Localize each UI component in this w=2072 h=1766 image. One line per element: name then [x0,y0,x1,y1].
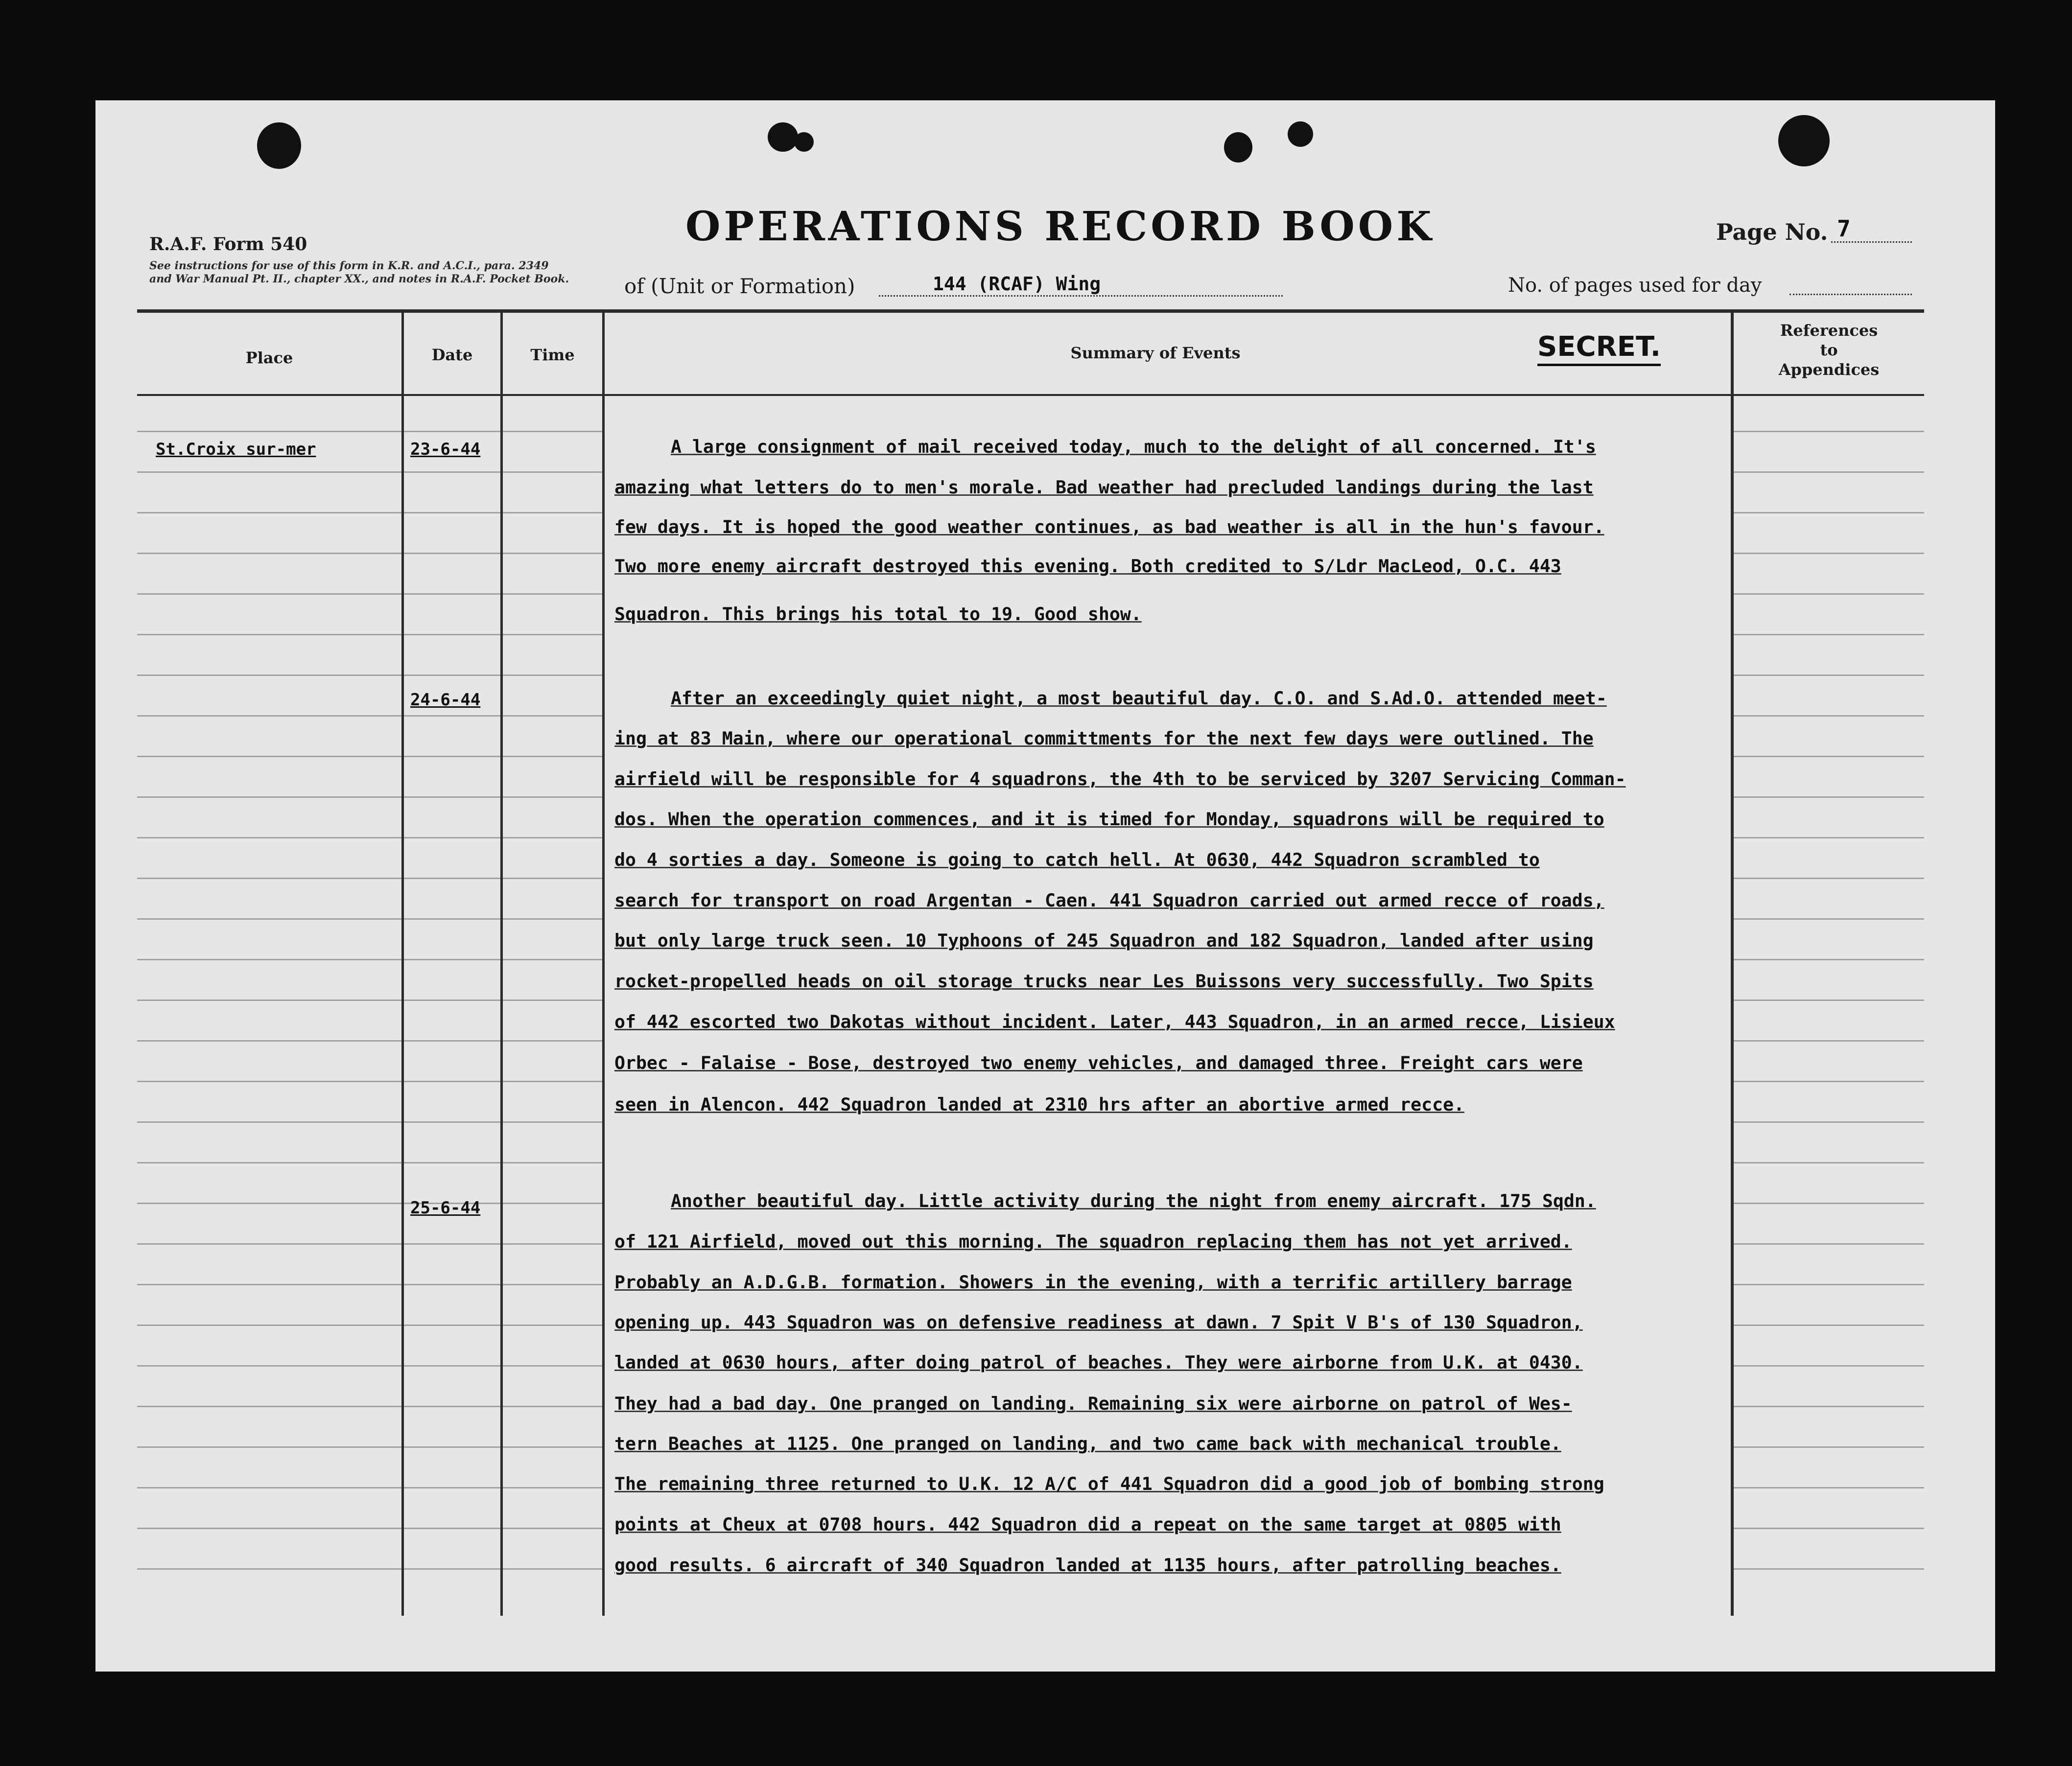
entry-line: airfield will be responsible for 4 squadrons, the 4th to be serviced by 3207 Servicing Comman- [614,768,1626,790]
ruled-line [137,553,401,554]
ruled-line [1734,674,1924,676]
entry-line: points at Cheux at 0708 hours. 442 Squadron did a repeat on the same target at 0805 with [614,1514,1561,1535]
ruled-line [137,1528,401,1529]
ruled-line [404,553,500,554]
ruled-line [404,1081,500,1082]
ruled-line [404,837,500,838]
entry-line: opening up. 443 Squadron was on defensive readiness at dawn. 7 Spit V B's of 130 Squadron, [614,1312,1583,1333]
punch-hole [1288,121,1313,147]
classification-stamp: SECRET. [1537,331,1661,366]
entry-line: dos. When the operation commences, and it is timed for Monday, squadrons will be required to [614,809,1604,830]
ruled-line [503,878,602,879]
ruled-line [137,1365,401,1367]
ruled-line [503,1203,602,1204]
entry-line: rocket-propelled heads on oil storage trucks near Les Buissons very successfully. Two Spits [614,971,1594,992]
ruled-line [404,1162,500,1163]
ruled-line [137,1040,401,1042]
ruled-line [404,1528,500,1529]
ruled-line [404,1568,500,1570]
ruled-line [137,1324,401,1326]
column-header-references [1734,321,1924,379]
ruled-line [503,1406,602,1407]
entry-line: ing at 83 Main, where our operational committments for the next few days were outlined. The [614,728,1594,749]
ruled-line [137,431,401,432]
ruled-line [137,1162,401,1163]
ruled-line [503,471,602,473]
ruled-line [137,918,401,920]
ruled-line [503,431,602,432]
ruled-line [1734,1081,1924,1082]
ruled-line [137,959,401,960]
ruled-line [404,1406,500,1407]
entry-date: 25-6-44 [410,1198,481,1218]
ruled-line [137,1243,401,1245]
punch-hole [1224,132,1252,163]
ruled-line [404,1284,500,1285]
entry-line: The remaining three returned to U.K. 12 A/C of 441 Squadron did a good job of bombing strong [614,1473,1604,1494]
ruled-line [1734,471,1924,473]
ruled-line [404,674,500,676]
ruled-line [404,1243,500,1245]
ruled-line [503,1162,602,1163]
page-title: OPERATIONS RECORD BOOK [685,203,1435,250]
ruled-line [1734,1406,1924,1407]
ruled-line [503,1040,602,1042]
ruled-line [1734,593,1924,595]
punch-hole [794,132,814,152]
binder-hole [1778,115,1830,166]
ruled-line [1734,553,1924,554]
ruled-line [503,959,602,960]
ruled-line [137,674,401,676]
entry-line: do 4 sorties a day. Someone is going to catch hell. At 0630, 442 Squadron scrambled to [614,849,1540,870]
page-number-value: 7 [1837,215,1851,242]
table-top-rule [137,309,1924,313]
ruled-line [1734,1203,1924,1204]
ruled-line [137,715,401,717]
ruled-line [503,1243,602,1245]
ruled-line [137,1487,401,1488]
ruled-line [137,1284,401,1285]
ruled-line [1734,1324,1924,1326]
ruled-line [1734,1243,1924,1245]
entry-line: search for transport on road Argentan - Caen. 441 Squadron carried out armed recce of roads, [614,890,1604,911]
place-entry: St.Croix sur-mer [156,440,316,459]
ruled-line [137,837,401,838]
entry-line: After an exceedingly quiet night, a most beautiful day. C.O. and S.Ad.O. attended meet- [671,688,1607,709]
ruled-line [1734,1365,1924,1367]
ruled-line [503,1487,602,1488]
entry-line: few days. It is hoped the good weather continues, as bad weather is all in the hun's favour. [614,516,1604,537]
ruled-line [503,1568,602,1570]
ruled-line [1734,431,1924,432]
column-header-place: Place [245,349,293,367]
ruled-line [503,1324,602,1326]
ruled-line [137,1081,401,1082]
ruled-line [503,715,602,717]
entry-line: good results. 6 aircraft of 340 Squadron landed at 1135 hours, after patrolling beaches. [614,1555,1561,1576]
binder-hole [257,122,301,169]
ruled-line [137,1203,401,1204]
column-divider [1731,311,1734,1616]
ruled-line [1734,1528,1924,1529]
ruled-line [404,999,500,1001]
ruled-line [503,674,602,676]
ruled-line [503,999,602,1001]
ruled-line [404,593,500,595]
ruled-line [404,1121,500,1123]
ruled-line [137,471,401,473]
ruled-line [404,1040,500,1042]
entry-line: tern Beaches at 1125. One pranged on landing, and two came back with mechanical trouble. [614,1433,1561,1454]
ruled-line [1734,1568,1924,1570]
ruled-line [1734,959,1924,960]
ruled-line [404,878,500,879]
ruled-line [137,756,401,757]
entry-date: 24-6-44 [410,690,481,710]
ruled-line [503,1528,602,1529]
entry-line: Squadron. This brings his total to 19. Good show. [614,604,1142,625]
ruled-line [503,1121,602,1123]
ruled-line [503,553,602,554]
ruled-line [404,431,500,432]
ruled-line [1734,512,1924,513]
ruled-line [1734,1162,1924,1163]
ruled-line [404,1446,500,1448]
ruled-line [137,1446,401,1448]
ruled-line [503,796,602,798]
ruled-line [503,593,602,595]
ruled-line [404,634,500,635]
entry-line: of 442 escorted two Dakotas without incident. Later, 443 Squadron, in an armed recce, Lisieux [614,1011,1615,1032]
ruled-line [404,756,500,757]
page-number-label: Page No. [1716,219,1828,245]
ruled-line [503,1284,602,1285]
ruled-line [1734,756,1924,757]
ruled-line [137,634,401,635]
entry-line: seen in Alencon. 442 Squadron landed at 2310 hrs after an abortive armed recce. [614,1094,1465,1115]
ruled-line [404,796,500,798]
ruled-line [404,918,500,920]
ruled-line [1734,796,1924,798]
entry-line: Two more enemy aircraft destroyed this evening. Both credited to S/Ldr MacLeod, O.C. 443 [614,556,1561,577]
column-header-date: Date [431,346,473,364]
ruled-line [503,634,602,635]
column-divider [602,311,605,1616]
ruled-line [137,593,401,595]
unit-value: 144 (RCAF) Wing [933,273,1101,295]
ruled-line [503,1365,602,1367]
header-bottom-rule [137,394,1924,396]
entry-line: Orbec - Falaise - Bose, destroyed two enemy vehicles, and damaged three. Freight cars were [614,1052,1583,1073]
ruled-line [503,837,602,838]
ruled-line [404,1324,500,1326]
ruled-line [503,1081,602,1082]
references-line: References [1780,321,1878,340]
ruled-line [503,512,602,513]
ruled-line [503,756,602,757]
ruled-line [404,1365,500,1367]
entry-line: Probably an A.D.G.B. formation. Showers in the evening, with a terrific artillery barrage [614,1272,1572,1293]
entry-line: but only large truck seen. 10 Typhoons of 245 Squadron and 182 Squadron, landed after using [614,930,1594,951]
ruled-line [404,471,500,473]
ruled-line [137,512,401,513]
column-divider [401,311,404,1616]
ruled-line [1734,1487,1924,1488]
pages-used-label: No. of pages used for day [1508,274,1762,297]
ruled-line [137,796,401,798]
unit-label: of (Unit or Formation) [624,274,855,298]
pages-used-dotted-line [1789,294,1912,295]
references-line: Appendices [1778,360,1880,379]
ruled-line [404,512,500,513]
ruled-line [404,715,500,717]
entry-line: of 121 Airfield, moved out this morning. The squadron replacing them has not yet arrived. [614,1231,1572,1252]
entry-line: landed at 0630 hours, after doing patrol of beaches. They were airborne from U.K. at 0430. [614,1352,1583,1373]
column-header-time: Time [530,346,575,364]
ruled-line [137,1121,401,1123]
ruled-line [1734,1284,1924,1285]
ruled-line [404,1487,500,1488]
ruled-line [1734,1446,1924,1448]
ruled-line [503,1446,602,1448]
entry-line: A large consignment of mail received today, much to the delight of all concerned. It's [671,436,1596,457]
entry-line: They had a bad day. One pranged on landing. Remaining six were airborne on patrol of Wes- [614,1393,1572,1414]
references-line: to [1820,341,1838,359]
ruled-line [137,999,401,1001]
form-number: R.A.F. Form 540 [149,234,307,255]
ruled-line [404,959,500,960]
ruled-line [137,878,401,879]
ruled-line [1734,918,1924,920]
entry-line: amazing what letters do to men's morale. Bad weather had precluded landings during the last [614,477,1594,498]
ruled-line [1734,878,1924,879]
ruled-line [1734,1121,1924,1123]
ruled-line [1734,999,1924,1001]
column-header-summary: Summary of Events [1070,344,1241,362]
ruled-line [137,1568,401,1570]
ruled-line [1734,1040,1924,1042]
form-instructions: See instructions for use of this form in K.R. and A.C.I., para. 2349 and War Manual Pt. II., chapter XX., and notes in R.A.F. Pocket Book. [149,259,569,285]
entry-date: 23-6-44 [410,440,481,459]
ruled-line [1734,837,1924,838]
punch-hole [768,122,798,152]
ruled-line [503,918,602,920]
ruled-line [1734,634,1924,635]
ruled-line [1734,715,1924,717]
unit-dotted-line [879,295,1283,297]
entry-line: Another beautiful day. Little activity during the night from enemy aircraft. 175 Sqdn. [671,1190,1596,1211]
ruled-line [137,1406,401,1407]
column-divider [500,311,503,1616]
